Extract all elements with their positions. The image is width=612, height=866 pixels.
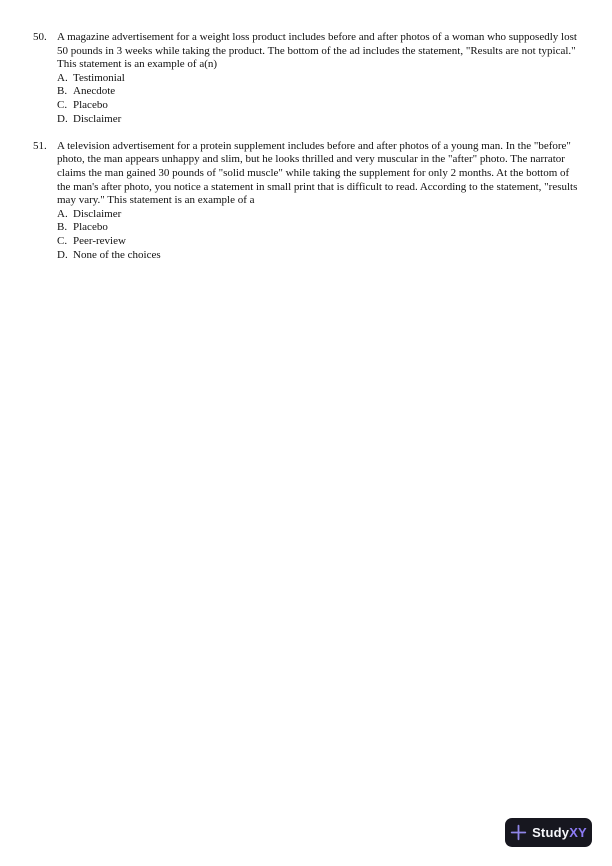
option-row	[57, 113, 579, 127]
option-label: A.	[57, 71, 68, 84]
question-number: 51.	[33, 139, 47, 152]
question-51	[33, 140, 579, 262]
plus-icon	[510, 824, 527, 841]
question-number: 50.	[33, 31, 47, 43]
option-text: Testimonial	[73, 71, 125, 84]
option-label: D.	[57, 112, 68, 125]
option-label: B.	[57, 85, 68, 98]
option-row	[57, 72, 579, 86]
brand-name-primary: Study	[532, 824, 570, 840]
studyxy-logo-badge	[505, 818, 592, 847]
option-text: None of the choices	[73, 248, 161, 261]
question-50	[33, 31, 579, 126]
question-text: A television advertisement for a protein supplement includes before and after photos of a young man. In the "before" photo, the man appears unhappy and slim, but he looks thrilled and very muscular in the "after" photo. The narrator claims the man gained 30 pounds of "solid muscle" while taking the supplement for only 2 months. At the bottom of the man's after photo, you notice a statement in small print that is difficult to read. According to the statement, "results may vary." This statement is an example of a	[57, 139, 578, 207]
question-body	[57, 31, 579, 126]
option-row	[57, 208, 579, 222]
option-row	[57, 85, 579, 99]
option-text: Peer-review	[73, 234, 126, 247]
option-row	[57, 221, 579, 235]
brand-name	[532, 826, 587, 840]
option-text: Disclaimer	[73, 112, 122, 125]
option-row	[57, 235, 579, 249]
option-row	[57, 249, 579, 263]
option-label: C.	[57, 98, 68, 111]
quiz-content	[33, 31, 579, 262]
option-text: Placebo	[73, 221, 108, 234]
option-label: B.	[57, 221, 68, 234]
question-text: A magazine advertisement for a weight loss product includes before and after photos of a woman who supposedly lost 50 pounds in 3 weeks while taking the product. The bottom of the ad includes the statement, "Results are not typical." This statement is an example of a(n)	[57, 31, 577, 71]
option-text: Placebo	[73, 98, 108, 111]
option-label: D.	[57, 248, 68, 261]
option-label: A.	[57, 207, 68, 220]
option-text: Anecdote	[73, 85, 116, 98]
option-row	[57, 99, 579, 113]
question-body	[57, 140, 579, 262]
option-label: C.	[57, 234, 68, 247]
option-text: Disclaimer	[73, 207, 122, 220]
brand-name-accent: XY	[569, 824, 587, 840]
